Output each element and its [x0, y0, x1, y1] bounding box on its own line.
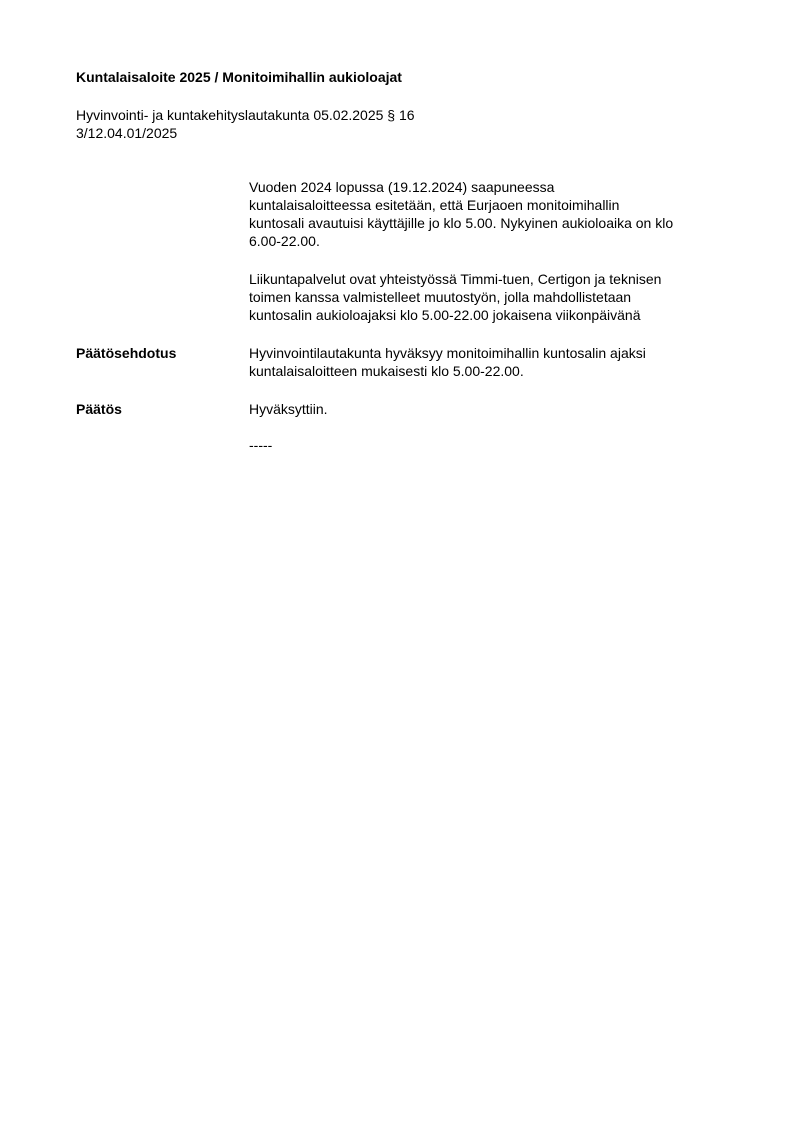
decision-label: Päätös	[76, 401, 122, 417]
separator-line: -----	[249, 437, 273, 453]
intro-line: kuntosali avautuisi käyttäjille jo klo 5.00. Nykyinen aukioloaika on klo	[249, 215, 674, 231]
intro-line: kuntalaisaloitteessa esitetään, että Eurjaoen monitoimihallin	[249, 197, 620, 213]
document-title: Kuntalaisaloite 2025 / Monitoimihallin aukioloajat	[76, 69, 402, 85]
record-number: 3/12.04.01/2025	[76, 125, 178, 141]
separator-dashes	[249, 436, 744, 454]
preparation-line: Liikuntapalvelut ovat yhteistyössä Timmi-tuen, Certigon ja teknisen	[249, 271, 662, 287]
intro-line: Vuoden 2024 lopussa (19.12.2024) saapuneessa	[249, 179, 555, 195]
preparation-paragraph	[249, 270, 744, 324]
proposal-label: Päätösehdotus	[76, 345, 177, 361]
proposal-line: kuntalaisaloitteen mukaisesti klo 5.00-22.00.	[249, 363, 524, 379]
proposal-text	[249, 344, 744, 380]
preparation-line: toimen kanssa valmistelleet muutostyön, jolla mahdollistetaan	[249, 289, 632, 305]
intro-line: 6.00-22.00.	[249, 233, 320, 249]
meeting-meta	[76, 106, 415, 142]
decision-text	[249, 400, 744, 418]
meeting-line: Hyvinvointi- ja kuntakehityslautakunta 05.02.2025 § 16	[76, 107, 415, 123]
decision-line: Hyväksyttiin.	[249, 401, 328, 417]
intro-paragraph	[249, 178, 744, 250]
preparation-line: kuntosalin aukioloajaksi klo 5.00-22.00 jokaisena viikonpäivänä	[249, 307, 641, 323]
proposal-line: Hyvinvointilautakunta hyväksyy monitoimihallin kuntosalin ajaksi	[249, 345, 646, 361]
